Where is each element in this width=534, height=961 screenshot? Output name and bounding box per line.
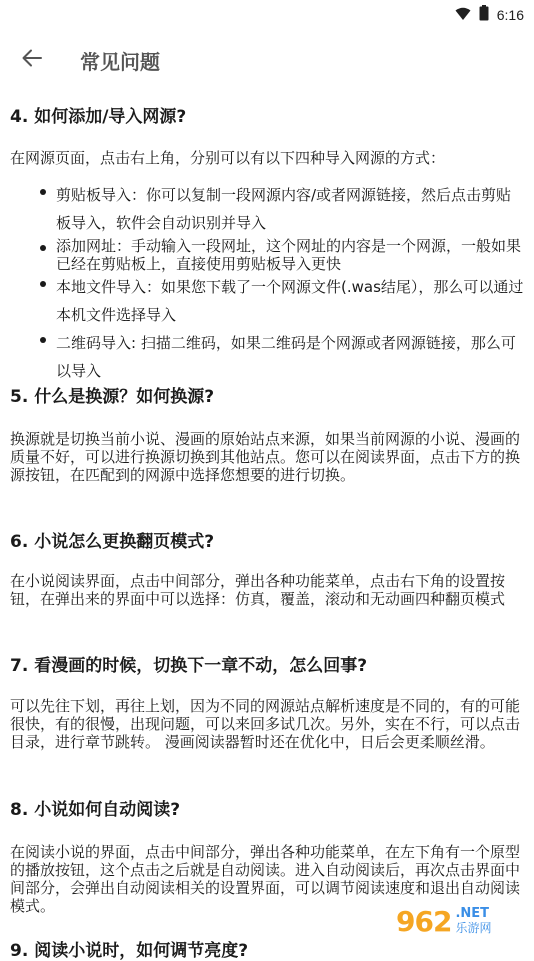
faq-q7-body: 可以先往下划，再往上划，因为不同的网源站点解析速度是不同的，有的可能很快，有的很慢，出现问题，可以来回多试几次。另外，实在不行，可以点击目录，进行章节跳转。 漫画阅读器暂时还在优化中，日后会更柔顺丝滑。 bbox=[10, 697, 521, 751]
faq-q8-body: 在阅读小说的界面，点击中间部分，弹出各种功能菜单，在左下角有一个原型的播放按钮，这个点击之后就是自动阅读。进入自动阅读后，再次点击界面中间部分，会弹出自动阅读相关的设置界面，可以调节阅读速度和退出自动阅读模式。 bbox=[10, 843, 521, 915]
faq-q9-heading: 9. 阅读小说时，如何调节亮度? bbox=[10, 941, 249, 961]
faq-q4-heading: 4. 如何添加/导入网源? bbox=[10, 107, 187, 127]
wifi-icon bbox=[455, 6, 471, 25]
battery-icon bbox=[479, 5, 489, 25]
faq-q4-item-clipboard: 剪贴板导入：你可以复制一段网源内容/或者网源链接，然后点击剪贴板导入，软件会自动识别并导入 bbox=[56, 181, 526, 237]
faq-q5-body: 换源就是切换当前小说、漫画的原始站点来源，如果当前网源的小说、漫画的质量不好，可以进行换源切换到其他站点。您可以在阅读界面，点击下方的换源按钮，在匹配到的网源中选择您想要的进行切换。 bbox=[10, 430, 521, 484]
back-button[interactable] bbox=[0, 30, 64, 90]
faq-q4-list bbox=[56, 181, 526, 385]
app-bar bbox=[0, 30, 534, 90]
status-time: 6:16 bbox=[496, 7, 524, 23]
faq-q7-heading: 7. 看漫画的时候，切换下一章不动，怎么回事? bbox=[10, 656, 368, 676]
watermark-domain: .NET bbox=[455, 906, 490, 921]
site-watermark bbox=[396, 899, 528, 943]
page-title: 常见问题 bbox=[80, 49, 160, 74]
faq-q5-heading: 5. 什么是换源？如何换源? bbox=[10, 387, 215, 407]
status-bar bbox=[0, 0, 534, 30]
watermark-cn: 乐游网 bbox=[455, 921, 492, 935]
faq-q6-body: 在小说阅读界面，点击中间部分，弹出各种功能菜单，点击右下角的设置按钮，在弹出来的界面中可以选择：仿真，覆盖，滚动和无动画四种翻页模式 bbox=[10, 572, 506, 608]
watermark-text bbox=[455, 907, 491, 935]
faq-q4-intro: 在网源页面，点击右上角，分别可以有以下四种导入网源的方式： bbox=[10, 149, 446, 167]
faq-q8-heading: 8. 小说如何自动阅读? bbox=[10, 800, 181, 820]
faq-q4-item-qrcode: 二维码导入: 扫描二维码，如果二维码是个网源或者网源链接，那么可以导入 bbox=[56, 329, 526, 385]
watermark-number: 962 bbox=[396, 904, 452, 938]
faq-q4-item-url: 添加网址：手动输入一段网址，这个网址的内容是一个网源，一般如果已经在剪贴板上，直接使用剪贴板导入更快 bbox=[56, 237, 526, 273]
arrow-left-icon bbox=[22, 49, 42, 71]
faq-q6-heading: 6. 小说怎么更换翻页模式? bbox=[10, 532, 215, 552]
faq-q4-item-local-file: 本地文件导入：如果您下载了一个网源文件(.was结尾），那么可以通过本机文件选择导入 bbox=[56, 273, 526, 329]
